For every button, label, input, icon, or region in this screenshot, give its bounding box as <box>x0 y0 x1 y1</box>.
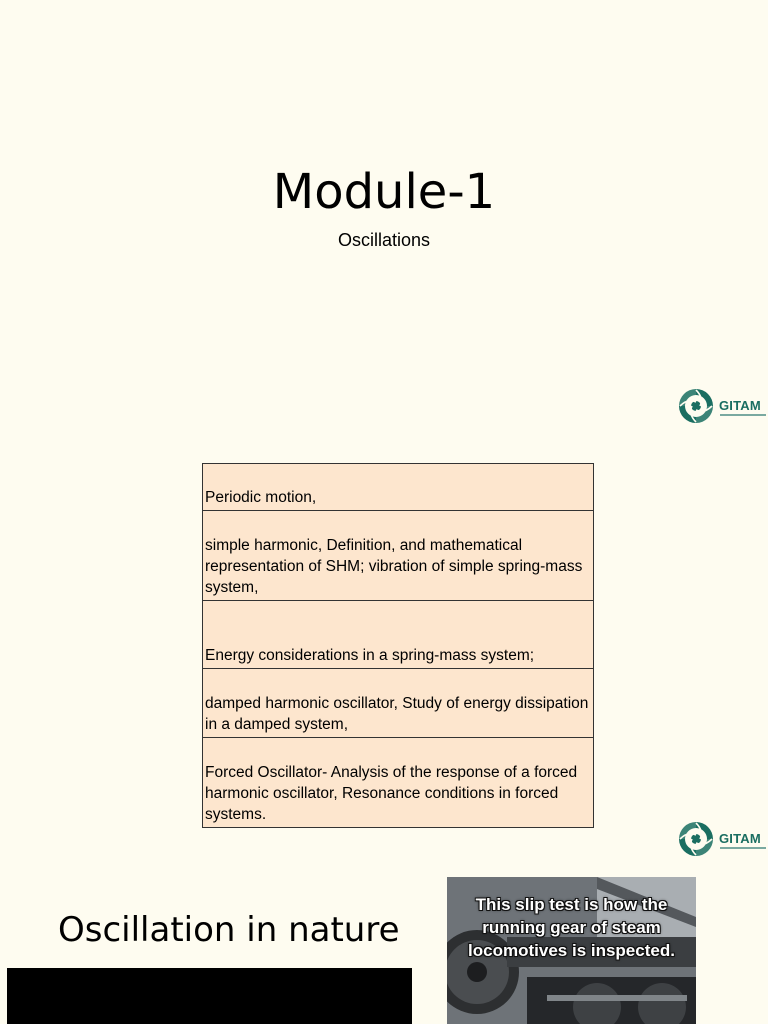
topic-cell: Energy considerations in a spring-mass system; <box>203 601 594 669</box>
topic-cell: Forced Oscillator- Analysis of the response of a forced harmonic oscillator, Resonance conditions in forced systems. <box>203 738 594 828</box>
gitam-logo <box>676 819 768 859</box>
table-row <box>203 511 594 601</box>
gitam-logo-icon <box>676 386 716 426</box>
locomotive-photo <box>447 877 696 1024</box>
nature-title: Oscillation in nature <box>58 910 400 950</box>
module-title: Module-1 <box>272 164 496 220</box>
table-row <box>203 601 594 669</box>
topic-cell: damped harmonic oscillator, Study of energy dissipation in a damped system, <box>203 669 594 738</box>
gitam-logo <box>676 386 768 426</box>
table-row <box>203 669 594 738</box>
table-row <box>203 738 594 828</box>
logo-tagline-bar <box>720 414 766 416</box>
topic-cell: simple harmonic, Definition, and mathematical representation of SHM; vibration of simple spring-mass system, <box>203 511 594 601</box>
topic-cell: Periodic motion, <box>203 464 594 511</box>
video-frame <box>7 968 412 1024</box>
gitam-logo-icon <box>676 819 716 859</box>
title-slide <box>0 0 768 435</box>
topics-slide <box>0 435 768 870</box>
nature-slide <box>0 870 768 1024</box>
photo-caption: This slip test is how the running gear of steam locomotives is inspected. <box>468 895 675 960</box>
module-subtitle: Oscillations <box>337 230 431 250</box>
topics-table <box>202 463 594 828</box>
table-row <box>203 464 594 511</box>
gitam-logo-text: GITAM <box>719 398 761 413</box>
gitam-logo-text: GITAM <box>719 831 761 846</box>
logo-tagline-bar <box>720 847 766 849</box>
